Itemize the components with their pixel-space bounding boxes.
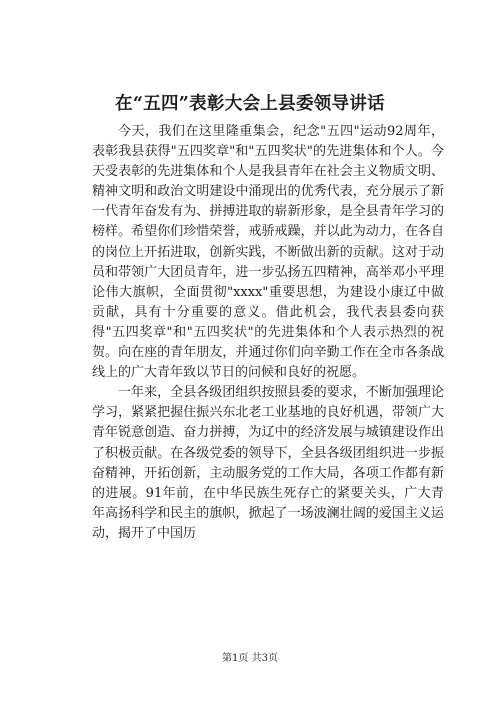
page-footer: 第1页 共3页 [222,653,278,664]
document-title: 在“五四”表彰大会上县委领导讲话 [115,94,385,114]
paragraph-1: 今天，我们在这里隆重集会，纪念"五四"运动92周年，表彰我县获得"五四奖章"和"五四奖状"的先进集体和个人。今天受表彰的先进集体和个人是我县青年在社会主义物质文明、精神文明和政治文明建设中涌现出的优秀代表，充分展示了新一代青年奋发有为、拼搏进取的崭新形象，是全县青年学习的榜样。希望你们珍惜荣誉，戒骄戒躁，并以此为动力，在各自的岗位上开拓进取，创新实践，不断做出新的贡献。这对于动员和带领广大团员青年，进一步弘扬五四精神，高举邓小平理论伟大旗帜，全面贯彻"xxxx"重要思想，为建设小康辽中做贡献，具有十分重要的意义。借此机会，我代表县委向获得"五四奖章"和"五四奖状"的先进集体和个人表示热烈的祝贺。向在座的青年朋友，并通过你们向辛勤工作在全市各条战线上的广大青年致以节日的问候和良好的祝愿。 [92,124,444,381]
paragraph-2: 一年来，全县各级团组织按照县委的要求，不断加强理论学习，紧紧把握住振兴东北老工业基地的良好机遇，带领广大青年锐意创造、奋力拼搏，为辽中的经济发展与城镇建设作出了积极贡献。在各级党委的领导下，全县各级团组织进一步振奋精神，开拓创新，主动服务党的工作大局，各项工作都有新的进展。91年前，在中华民族生死存亡的紧要关头，广大青年高扬科学和民主的旗帜，掀起了一场波澜壮阔的爱国主义运动，揭开了中国历 [92,385,444,541]
document-body [92,122,444,544]
